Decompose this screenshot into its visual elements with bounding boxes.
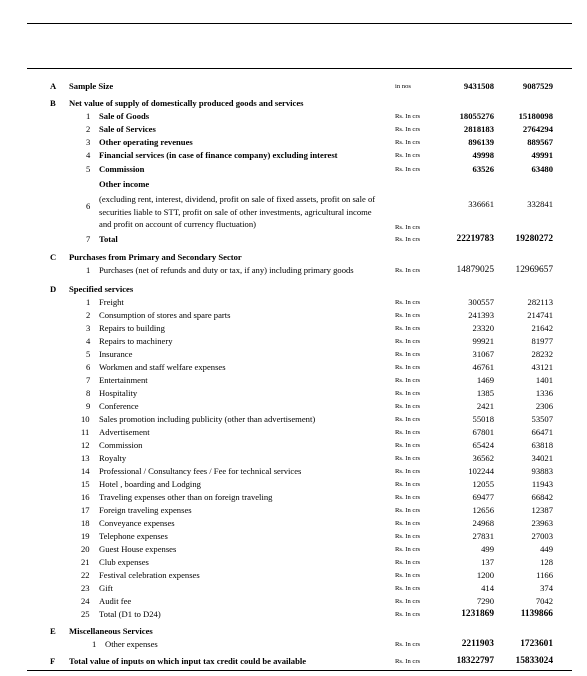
row-number: 2: [86, 124, 91, 134]
row-number: 8: [86, 388, 91, 398]
row-taxable-sectors: 449: [540, 544, 553, 554]
row-description: Telephone expenses: [99, 531, 168, 541]
row-unit: Rs. In crs: [395, 641, 421, 648]
row-description: Net value of supply of domestically produced goods and services: [69, 98, 304, 108]
row-description: Sale of Goods: [99, 111, 150, 121]
row-description: Hotel , boarding and Lodging: [99, 479, 201, 489]
row-description: Sample Size: [69, 81, 114, 91]
row-description: Commission: [99, 164, 145, 174]
row-description: Commission: [99, 440, 143, 450]
row-number: 14: [81, 466, 90, 476]
row-all-sectors: 49998: [472, 150, 494, 160]
row-description: Repairs to machinery: [99, 336, 173, 346]
row-unit: Rs. In crs: [395, 507, 421, 514]
row-description: Professional / Consultancy fees / Fee for technical services: [99, 466, 302, 476]
row-description: Freight: [99, 297, 124, 307]
row-taxable-sectors: 7042: [535, 596, 553, 606]
row-unit: Rs. In crs: [395, 312, 421, 319]
row-description: Sales promotion including publicity (other than advertisement): [99, 414, 316, 424]
row-all-sectors: 67801: [472, 427, 494, 437]
row-all-sectors: 18322797: [456, 656, 494, 666]
row-unit: Rs. In crs: [395, 403, 421, 410]
row-description: Conveyance expenses: [99, 518, 175, 528]
row-unit: Rs. In crs: [395, 224, 421, 231]
row-taxable-sectors: 15180098: [518, 111, 553, 121]
row-taxable-sectors: 1723601: [520, 639, 553, 649]
row-description: Purchases (net of refunds and duty or tax, if any) including primary goods: [99, 265, 354, 275]
row-description: Audit fee: [99, 596, 132, 606]
row-unit: Rs. In crs: [395, 126, 421, 133]
row-all-sectors: 300557: [468, 297, 494, 307]
row-all-sectors: 23320: [472, 323, 494, 333]
row-unit: Rs. In crs: [395, 325, 421, 332]
row-unit: Rs. In crs: [395, 442, 421, 449]
row-number: 1: [92, 639, 97, 649]
row-all-sectors: 55018: [472, 414, 494, 424]
row-all-sectors: 241393: [468, 310, 494, 320]
row-description: (excluding rent, interest, dividend, profit on sale of fixed assets, profit on sale of securities liable to STT, profit on sale of other investments, agricultural income and profit on account of currency fluctuation): [99, 194, 376, 229]
row-taxable-sectors: 49991: [531, 150, 553, 160]
row-taxable-sectors: 43121: [531, 362, 553, 372]
row-number: 1: [86, 111, 91, 121]
row-description: Total (D1 to D24): [99, 609, 161, 619]
row-taxable-sectors: 11943: [531, 479, 553, 489]
row-all-sectors: 65424: [472, 440, 494, 450]
row-unit: Rs. In crs: [395, 572, 421, 579]
row-number: 6: [86, 201, 91, 211]
row-taxable-sectors: 34021: [531, 453, 553, 463]
row-unit: Rs. In crs: [395, 139, 421, 146]
row-number: 17: [81, 505, 90, 515]
row-unit: Rs. In crs: [395, 236, 421, 243]
row-number: 9: [86, 401, 91, 411]
row-unit: Rs. In crs: [395, 152, 421, 159]
row-all-sectors: 9431508: [463, 81, 494, 91]
row-description: Festival celebration expenses: [99, 570, 200, 580]
row-description: Other expenses: [105, 639, 158, 649]
row-all-sectors: 414: [481, 583, 494, 593]
row-description: Traveling expenses other than on foreign traveling: [99, 492, 273, 502]
header-rule: [27, 68, 572, 69]
row-unit: Rs. In crs: [395, 351, 421, 358]
row-description: Other operating revenues: [99, 137, 193, 147]
row-unit: Rs. In crs: [395, 113, 421, 120]
row-number: 16: [81, 492, 90, 502]
row-number: 1: [86, 297, 91, 307]
row-description: Entertainment: [99, 375, 148, 385]
row-number: 22: [81, 570, 90, 580]
row-number: 3: [86, 137, 91, 147]
row-number: 12: [81, 440, 90, 450]
row-number: 20: [81, 544, 90, 554]
row-number: 4: [86, 336, 91, 346]
row-all-sectors: 499: [481, 544, 494, 554]
row-unit: Rs. In crs: [395, 585, 421, 592]
row-number: 5: [86, 349, 91, 359]
row-all-sectors: 102244: [468, 466, 494, 476]
row-unit: Rs. In crs: [395, 494, 421, 501]
row-unit: Rs. In crs: [395, 377, 421, 384]
row-unit: Rs. In crs: [395, 299, 421, 306]
row-all-sectors: 137: [481, 557, 494, 567]
row-all-sectors: 69477: [472, 492, 494, 502]
row-unit: Rs. In crs: [395, 429, 421, 436]
row-description: Guest House expenses: [99, 544, 177, 554]
row-taxable-sectors: 214741: [527, 310, 553, 320]
row-description: Foreign traveling expenses: [99, 505, 192, 515]
row-number: 23: [81, 583, 90, 593]
row-unit: Rs. In crs: [395, 520, 421, 527]
row-description: Advertisement: [99, 427, 150, 437]
row-all-sectors: 27831: [472, 531, 494, 541]
row-all-sectors: 36562: [472, 453, 494, 463]
row-description: Club expenses: [99, 557, 149, 567]
row-all-sectors: 22219783: [456, 234, 494, 244]
row-unit: Rs. In crs: [395, 658, 421, 665]
row-section-letter: F: [50, 656, 56, 666]
row-number: 24: [81, 596, 90, 606]
row-taxable-sectors: 332841: [527, 199, 553, 209]
row-taxable-sectors: 12387: [531, 505, 553, 515]
row-taxable-sectors: 1139866: [520, 609, 553, 619]
row-description: Repairs to building: [99, 323, 165, 333]
row-number: 10: [81, 414, 90, 424]
row-description: Miscellaneous Services: [69, 626, 153, 636]
row-number: 6: [86, 362, 91, 372]
row-unit: Rs. In crs: [395, 559, 421, 566]
row-all-sectors: 12656: [472, 505, 494, 515]
row-taxable-sectors: 12969657: [515, 265, 553, 275]
row-all-sectors: 1200: [476, 570, 494, 580]
row-all-sectors: 2818183: [463, 124, 494, 134]
row-taxable-sectors: 282113: [527, 297, 553, 307]
row-unit: in nos: [395, 83, 411, 90]
top-rule: [27, 23, 572, 24]
row-all-sectors: 46761: [472, 362, 494, 372]
row-description: Total value of inputs on which input tax credit could be available: [69, 656, 307, 666]
row-description: Insurance: [99, 349, 133, 359]
row-number: 11: [81, 427, 90, 437]
row-all-sectors: 896139: [468, 137, 494, 147]
row-number: 21: [81, 557, 90, 567]
row-taxable-sectors: 374: [540, 583, 553, 593]
row-taxable-sectors: 128: [540, 557, 553, 567]
row-number: 4: [86, 150, 91, 160]
row-number: 13: [81, 453, 90, 463]
row-unit: Rs. In crs: [395, 455, 421, 462]
row-taxable-sectors: 66471: [531, 427, 553, 437]
row-taxable-sectors: 9087529: [522, 81, 553, 91]
row-unit: Rs. In crs: [395, 481, 421, 488]
row-number: 25: [81, 609, 90, 619]
row-all-sectors: 1231869: [461, 609, 494, 619]
row-taxable-sectors: 1166: [536, 570, 553, 580]
row-description: Conference: [99, 401, 139, 411]
row-unit: Rs. In crs: [395, 611, 421, 618]
row-description: Workmen and staff welfare expenses: [99, 362, 226, 372]
row-taxable-sectors: 63480: [531, 164, 553, 174]
bottom-rule: [27, 670, 572, 671]
row-section-letter: D: [50, 284, 57, 294]
row-unit: Rs. In crs: [395, 546, 421, 553]
row-unit: Rs. In crs: [395, 390, 421, 397]
row-number: 3: [86, 323, 91, 333]
row-number: 15: [81, 479, 90, 489]
row-section-letter: A: [50, 81, 57, 91]
row-unit: Rs. In crs: [395, 166, 421, 173]
row-taxable-sectors: 27003: [531, 531, 553, 541]
row-number: 7: [86, 375, 91, 385]
row-description: Royalty: [99, 453, 127, 463]
row-taxable-sectors: 2306: [535, 401, 553, 411]
row-taxable-sectors: 23963: [531, 518, 553, 528]
row-section-letter: C: [50, 252, 57, 262]
row-all-sectors: 2211903: [461, 639, 494, 649]
row-all-sectors: 336661: [468, 199, 494, 209]
row-all-sectors: 24968: [472, 518, 494, 528]
row-all-sectors: 1385: [476, 388, 494, 398]
row-unit: Rs. In crs: [395, 338, 421, 345]
row-description: Specified services: [69, 284, 134, 294]
row-description: Consumption of stores and spare parts: [99, 310, 231, 320]
row-number: 5: [86, 164, 91, 174]
row-taxable-sectors: 889567: [527, 137, 553, 147]
row-all-sectors: 2421: [476, 401, 494, 411]
row-number: 18: [81, 518, 90, 528]
row-number: 19: [81, 531, 90, 541]
row-unit: Rs. In crs: [395, 364, 421, 371]
row-taxable-sectors: 28232: [531, 349, 553, 359]
row-unit: Rs. In crs: [395, 468, 421, 475]
row-number: 7: [86, 234, 91, 244]
row-taxable-sectors: 15833024: [515, 656, 553, 666]
row-all-sectors: 18055276: [459, 111, 494, 121]
row-number: 2: [86, 310, 91, 320]
row-description: Sale of Services: [99, 124, 156, 134]
row-unit: Rs. In crs: [395, 533, 421, 540]
row-all-sectors: 7290: [476, 596, 494, 606]
row-description: Total: [99, 234, 118, 244]
row-taxable-sectors: 66842: [531, 492, 553, 502]
row-taxable-sectors: 1336: [535, 388, 553, 398]
row-all-sectors: 1469: [476, 375, 494, 385]
row-taxable-sectors: 2764294: [522, 124, 553, 134]
row-all-sectors: 63526: [472, 164, 494, 174]
row-taxable-sectors: 81977: [531, 336, 553, 346]
row-taxable-sectors: 21642: [531, 323, 553, 333]
row-description: Other income: [99, 179, 150, 189]
row-section-letter: B: [50, 98, 56, 108]
row-all-sectors: 99921: [472, 336, 494, 346]
row-taxable-sectors: 1401: [535, 375, 553, 385]
row-taxable-sectors: 19280272: [515, 234, 553, 244]
row-taxable-sectors: 63818: [531, 440, 553, 450]
row-description: Purchases from Primary and Secondary Sector: [69, 252, 242, 262]
row-all-sectors: 12055: [472, 479, 494, 489]
row-all-sectors: 14879025: [456, 265, 494, 275]
row-number: 1: [86, 265, 91, 275]
row-unit: Rs. In crs: [395, 416, 421, 423]
row-taxable-sectors: 53507: [531, 414, 553, 424]
row-unit: Rs. In crs: [395, 598, 421, 605]
row-unit: Rs. In crs: [395, 267, 421, 274]
row-description: Gift: [99, 583, 113, 593]
row-section-letter: E: [50, 626, 56, 636]
row-description: Hospitality: [99, 388, 138, 398]
row-taxable-sectors: 93883: [531, 466, 553, 476]
row-all-sectors: 31067: [472, 349, 494, 359]
row-description: Financial services (in case of finance company) excluding interest: [99, 150, 338, 160]
